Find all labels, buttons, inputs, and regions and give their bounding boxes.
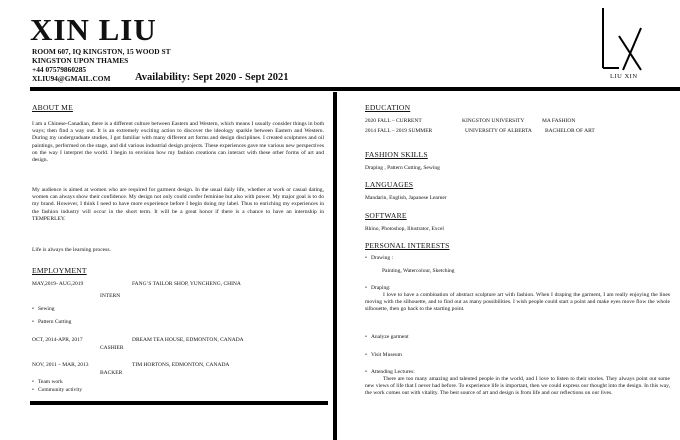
edu-degree: MA FASHION	[542, 118, 576, 124]
fashion-skills-text: Draping , Pattern Cutting, Sewing	[365, 165, 440, 171]
about-heading: ABOUT ME	[32, 103, 73, 112]
divider-top	[30, 87, 680, 91]
about-paragraph-1: I am a Chinese-Canadian, there is a different culture between Eastern and Western, which means I usually consider things in both ways; then find a way out. It is an extremely exciting action to discover the ideology sparkle between Eastern and Western. During my undergraduate studies, I got familiar with many different art forms and design disciplines. I created sculptures and oil paintings, performed on the stage, and did various industrial design projects. These experiences gave me various new perspectives on the way I interpret the world. I begin to envision how my fashion creations can interact with these other forms of art and design.	[32, 121, 324, 164]
languages-heading: LANGUAGES	[365, 180, 414, 189]
edu-period: 2014 FALL – 2019 SUMMER	[365, 128, 433, 134]
edu-degree: BACHELOR OF ART	[545, 128, 595, 134]
job-company: FANG’S TAILOR SHOP, YUNCHENG, CHINA	[132, 281, 241, 287]
job-company: DREAM TEA HOUSE, EDMONTON, CANADA	[132, 337, 244, 343]
interest-analyze: • Analyze garment	[365, 334, 409, 340]
job-date: NOV, 2011 – MAR, 2013	[32, 362, 89, 368]
job-duty: • Sewing	[32, 306, 54, 312]
divider-vertical	[333, 92, 337, 440]
job-company: TIM HORTONS, EDMONTON, CANADA	[132, 362, 230, 368]
job-role: BACKER	[100, 370, 123, 376]
fashion-skills-heading: FASHION SKILLS	[365, 150, 428, 159]
logo-text: LIU XIN	[610, 73, 638, 80]
edu-school: UNIVERSITY OF ALBERTA	[465, 128, 532, 134]
software-text: Rhino, Photoshop, Illustrator, Excel	[365, 226, 444, 232]
email: XLIU94@GMAIL.COM	[32, 74, 111, 83]
interest-draping-label: • Draping:	[365, 285, 391, 291]
phone: +44 07579860285	[32, 65, 87, 74]
interest-lectures-label: • Attending Lectures:	[365, 369, 415, 375]
about-paragraph-3: Life is always the learning process.	[32, 247, 111, 253]
interest-visit: • Visit Museum	[365, 352, 402, 358]
logo-mark-icon	[597, 6, 647, 76]
employment-heading: EMPLOYMENT	[32, 266, 87, 275]
job-date: OCT, 2014-APR, 2017	[32, 337, 83, 343]
job-date: MAY,2019- AUG,2019	[32, 281, 84, 287]
edu-period: 2020 FALL – CURRENT	[365, 118, 422, 124]
interests-heading: PERSONAL INTERESTS	[365, 241, 450, 250]
job-duty: • Team work	[32, 379, 63, 385]
software-heading: SOFTWARE	[365, 211, 407, 220]
availability: Availability: Sept 2020 - Sept 2021	[135, 72, 289, 83]
job-role: CASHIER	[100, 345, 124, 351]
about-paragraph-2: My audience is aimed at women who are required for garment design. In the usual daily life, whether at work or casual dating, women can always show their confidence. My design not only could confer feminine but also with power. My major goal is to do my brand. However, I think I need to have more experience before I begin doing my label. Thus to enriching my experiences in the fashion industry will occur in the short term. It will be a great honor if there is a chance to have an internship in TEMPERLEY.	[32, 187, 324, 222]
job-role: INTERN	[100, 293, 121, 299]
interest-drawing-label: • Drawing :	[365, 255, 393, 261]
edu-school: KINGSTON UNIVERSITY	[462, 118, 525, 124]
job-duty: • Pattern Cutting	[32, 319, 71, 325]
education-heading: EDUCATION	[365, 103, 411, 112]
job-duty: • Community activity	[32, 387, 82, 393]
interest-lectures-text: There are too many amazing and talented people in the world, and I love to listen to their stories. They always point out some new views of life that I never had before. To experience life is important, then we could express our thought into the design. In this way, the work comes out with vitality. The best source of art and design is from life and our reflections on our lives.	[365, 376, 670, 397]
address-line-1: ROOM 607, IQ KINGSTON, 15 WOOD ST	[32, 47, 171, 56]
address-line-2: KINGSTON UPON THAMES	[32, 56, 129, 65]
name-title: XIN LIU	[30, 12, 157, 47]
languages-text: Mandarin, English, Japanese Learner	[365, 195, 447, 201]
interest-drawing-text: Painting, Watercolour, Sketching	[382, 268, 455, 274]
interest-draping-text: I love to have a combination of abstract sculpture art with fashion. When I draping the garment, I am really enjoying the lines moving with the silhouette, and to find out as many possibilities. I wish people could start a point and make eyes move flow the whole silhouette, then go back to the starting point.	[365, 292, 670, 313]
divider-bottom	[30, 401, 328, 405]
